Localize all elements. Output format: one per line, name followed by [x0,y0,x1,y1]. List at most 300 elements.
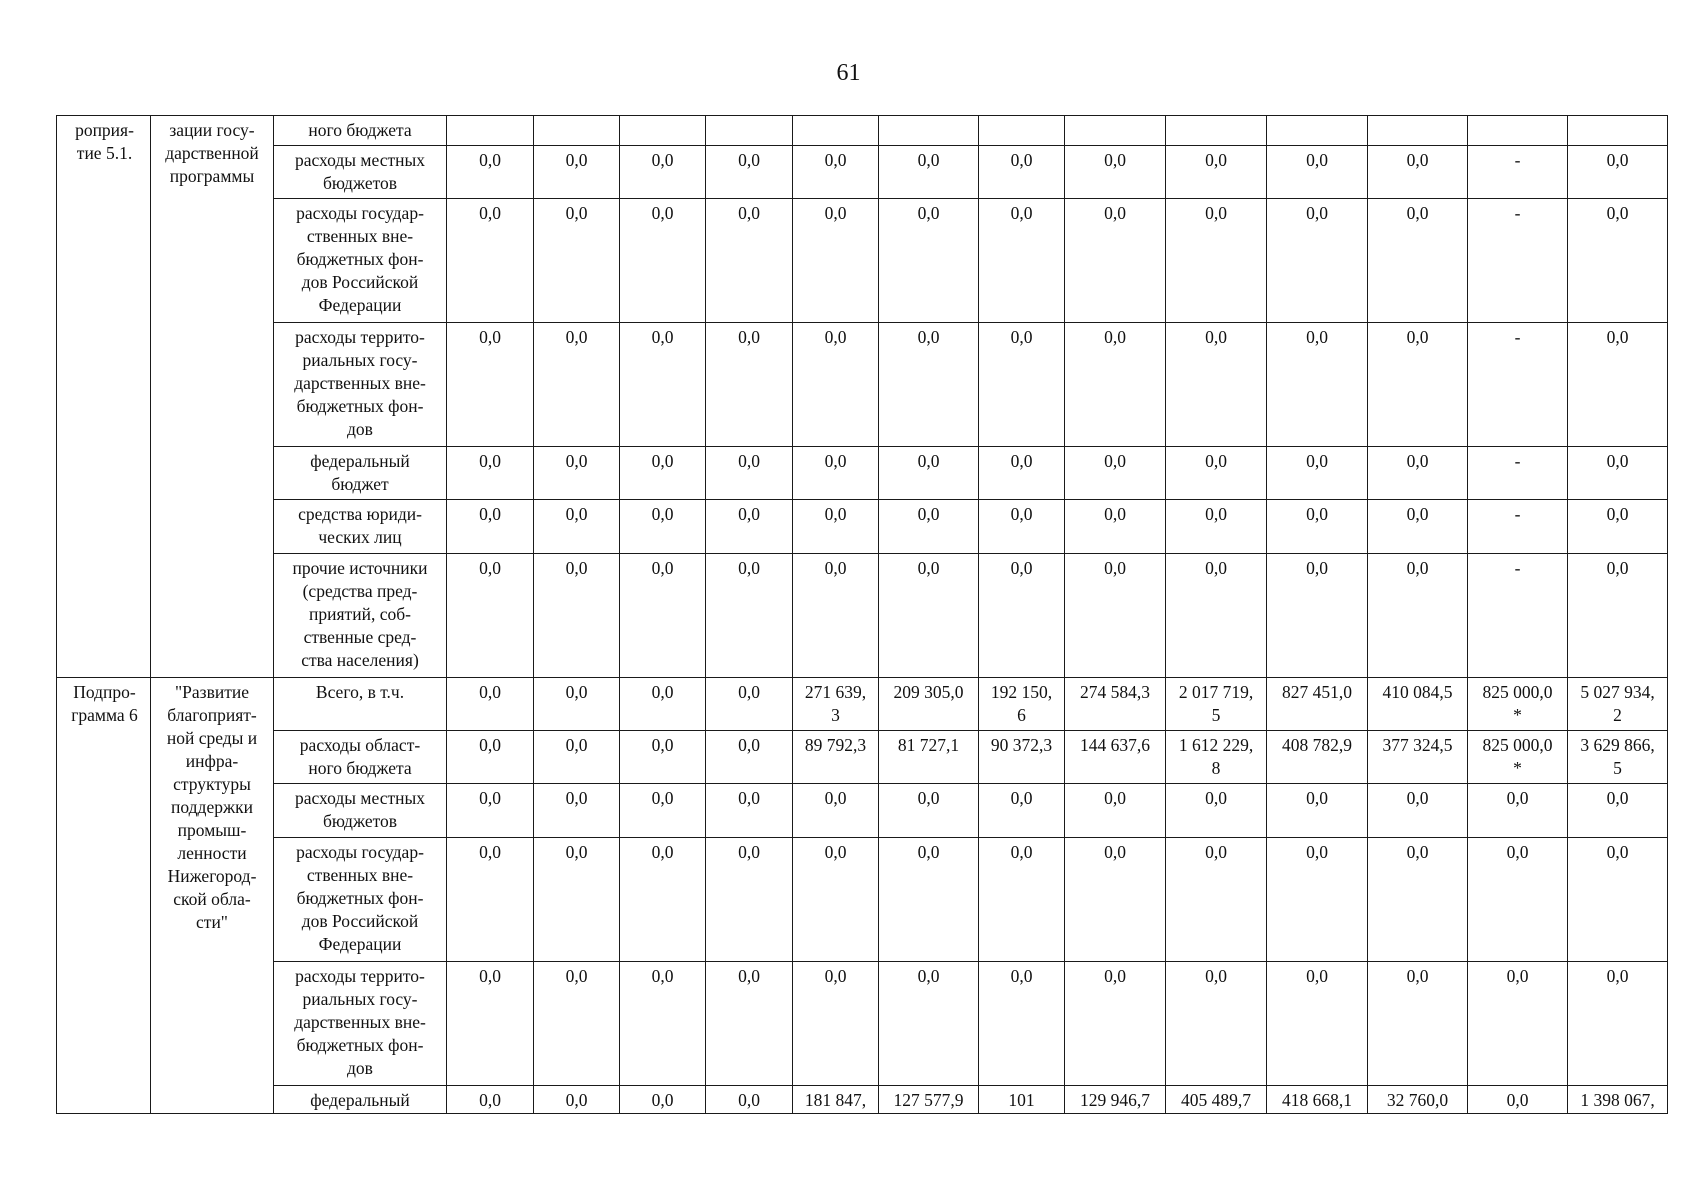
value-text: 0,0 [1104,451,1126,471]
value-text: 0,0 [565,788,588,808]
value-cell [534,838,620,962]
value-text: 0,0 [565,842,588,862]
funding-source-text: Всего, в т.ч. [315,682,405,702]
value-text: 0,0 [917,966,940,986]
funding-source-text: средства юриди- ческих лиц [298,504,422,547]
value-text: 1 612 229, 8 [1178,735,1254,778]
value-cell [879,731,979,784]
value-cell [620,447,706,500]
value-text: 410 084,5 [1382,682,1453,702]
value-cell [1065,678,1166,731]
value-cell [534,784,620,838]
funding-source-cell [274,323,447,447]
value-cell [706,199,793,323]
value-text: 0,0 [917,451,940,471]
event-title-text: "Развитие благоприят- ной среды и инфра- структуры поддержки промыш- ленности Нижегород- ской обла- сти" [166,682,258,932]
value-text: 1 398 067, [1580,1090,1655,1110]
value-text: 0,0 [824,504,847,524]
value-text: 0,0 [651,504,674,524]
value-text: 0,0 [1010,966,1033,986]
value-text: 0,0 [1506,788,1529,808]
value-cell [1368,838,1468,962]
funding-source-text: расходы местных бюджетов [295,150,425,193]
value-cell [1568,146,1668,199]
value-text: - [1514,327,1521,347]
value-text: 0,0 [738,966,760,986]
event-number-cell [57,678,151,1114]
value-cell [1568,199,1668,323]
value-text: 0,0 [1506,966,1529,986]
value-text: 0,0 [479,327,501,347]
value-text: 0,0 [1010,558,1033,578]
value-cell [1468,678,1568,731]
value-text: 0,0 [1010,327,1033,347]
value-cell [1368,731,1468,784]
value-text: 0,0 [917,327,940,347]
table-row [57,962,1668,1086]
value-cell [1267,199,1368,323]
value-text: 405 489,7 [1181,1090,1251,1110]
funding-source-cell [274,784,447,838]
value-cell [447,962,534,1086]
value-cell [534,199,620,323]
value-text: 0,0 [824,203,847,223]
event-title-cell [151,116,274,678]
value-cell [879,447,979,500]
value-text: 418 668,1 [1282,1090,1352,1110]
funding-source-text: ного бюджета [308,120,412,140]
value-text: 0,0 [1506,842,1529,862]
value-text: 0,0 [1406,327,1429,347]
event-number-cell [57,116,151,678]
value-text: 825 000,0 * [1482,735,1553,778]
value-cell [1568,678,1668,731]
value-cell [1468,962,1568,1086]
value-cell [879,146,979,199]
value-text: 377 324,5 [1382,735,1453,755]
value-text: 0,0 [1406,788,1429,808]
value-text: 0,0 [651,735,674,755]
value-text: 0,0 [824,842,847,862]
value-text: 192 150, 6 [990,682,1053,725]
value-text: 0,0 [1306,150,1328,170]
value-cell [1166,784,1267,838]
value-cell [706,962,793,1086]
value-text: 0,0 [917,788,940,808]
value-text: - [1514,203,1521,223]
value-text: 0,0 [565,558,588,578]
value-text: 0,0 [565,327,588,347]
value-cell [1568,962,1668,1086]
value-cell [879,199,979,323]
value-text: 0,0 [565,735,588,755]
value-text: 0,0 [738,504,760,524]
value-text: 0,0 [651,327,674,347]
value-cell [1166,323,1267,447]
value-cell [534,500,620,554]
value-cell [447,447,534,500]
value-cell [1065,146,1166,199]
value-cell [793,1086,879,1114]
funding-source-cell [274,962,447,1086]
value-text: 274 584,3 [1080,682,1150,702]
value-text: 0,0 [738,451,760,471]
value-text: 0,0 [1104,203,1126,223]
value-text: 0,0 [565,150,588,170]
value-cell [534,731,620,784]
value-cell [1166,678,1267,731]
value-cell [1267,962,1368,1086]
value-cell [1468,323,1568,447]
value-text: 825 000,0 * [1482,682,1553,725]
value-text: 0,0 [565,504,588,524]
value-cell [1468,199,1568,323]
value-text: - [1514,150,1521,170]
table-row [57,838,1668,962]
value-cell [1468,731,1568,784]
value-text: 0,0 [1205,558,1227,578]
value-cell [1568,323,1668,447]
value-cell [1368,678,1468,731]
value-cell [879,116,979,146]
value-cell [1065,554,1166,678]
value-cell [620,962,706,1086]
value-cell [1065,447,1166,500]
value-text: 0,0 [917,842,940,862]
value-cell [1368,146,1468,199]
value-text: 0,0 [738,682,760,702]
value-text: 0,0 [1010,150,1033,170]
value-text: 0,0 [1306,451,1328,471]
funding-source-cell [274,838,447,962]
value-cell [706,146,793,199]
value-text: 0,0 [565,966,588,986]
funding-source-cell [274,146,447,199]
value-cell [793,447,879,500]
value-cell [1166,962,1267,1086]
funding-source-cell [274,199,447,323]
value-cell [1568,554,1668,678]
value-text: 0,0 [1406,203,1429,223]
funding-source-cell [274,447,447,500]
value-text: 0,0 [917,150,940,170]
value-cell [1368,1086,1468,1114]
value-cell [534,323,620,447]
event-title-text: зации госу- дарственной программы [165,120,259,186]
table-row [57,678,1668,731]
value-text: 0,0 [917,558,940,578]
value-text: 0,0 [1205,788,1227,808]
event-title-cell [151,678,274,1114]
value-text: 0,0 [1010,203,1033,223]
value-cell [979,554,1065,678]
value-cell [793,554,879,678]
value-text: 0,0 [1010,788,1033,808]
value-text: 0,0 [651,788,674,808]
value-cell [879,554,979,678]
value-cell [620,731,706,784]
funding-source-cell [274,731,447,784]
value-cell [1166,731,1267,784]
value-cell [879,678,979,731]
table-row [57,731,1668,784]
value-text: 0,0 [1406,558,1429,578]
value-cell [706,1086,793,1114]
value-cell [979,199,1065,323]
value-text: 0,0 [1010,504,1033,524]
value-cell [879,323,979,447]
value-cell [979,962,1065,1086]
value-text: 0,0 [824,788,847,808]
table-row [57,500,1668,554]
value-text: 0,0 [738,150,760,170]
value-text: 0,0 [479,966,501,986]
value-text: 0,0 [651,966,674,986]
value-cell [979,731,1065,784]
value-text: 0,0 [1104,558,1126,578]
value-text: 0,0 [1606,842,1629,862]
value-text: 0,0 [479,682,501,702]
value-cell [1065,784,1166,838]
value-cell [1468,447,1568,500]
value-text: 144 637,6 [1080,735,1150,755]
value-cell [1065,116,1166,146]
value-cell [1166,500,1267,554]
table-row [57,323,1668,447]
value-cell [979,116,1065,146]
value-cell [793,678,879,731]
value-cell [447,838,534,962]
value-text: 271 639, 3 [804,682,867,725]
value-cell [979,500,1065,554]
value-cell [793,323,879,447]
value-text: 0,0 [1205,966,1227,986]
value-text: 0,0 [651,150,674,170]
value-text: 0,0 [1306,966,1328,986]
funding-source-text: расходы област- ного бюджета [299,735,421,778]
value-cell [793,784,879,838]
funding-source-cell [274,500,447,554]
event-number-text: Подпро- грамма 6 [71,682,138,725]
value-cell [1267,447,1368,500]
value-text: 0,0 [1104,842,1126,862]
value-cell [1166,838,1267,962]
value-text: 0,0 [1306,203,1328,223]
value-text: 0,0 [1205,842,1227,862]
value-text: 0,0 [1010,451,1033,471]
value-cell [1267,146,1368,199]
value-cell [1267,554,1368,678]
value-text: 101 [1008,1090,1035,1110]
value-cell [447,1086,534,1114]
table-row [57,447,1668,500]
value-cell [1368,199,1468,323]
value-cell [620,116,706,146]
value-cell [1065,838,1166,962]
value-text: 0,0 [1010,842,1033,862]
value-cell [447,731,534,784]
value-cell [620,678,706,731]
value-text: 0,0 [1606,327,1629,347]
value-text: 0,0 [738,558,760,578]
value-text: 0,0 [1306,842,1328,862]
value-cell [1065,323,1166,447]
table-row [57,554,1668,678]
value-cell [1568,838,1668,962]
value-text: 408 782,9 [1282,735,1352,755]
value-cell [1267,838,1368,962]
value-cell [1166,116,1267,146]
value-text: - [1514,504,1521,524]
event-number-text: роприя- тие 5.1. [75,120,134,163]
value-cell [879,838,979,962]
funding-source-text: федеральный [310,1090,410,1110]
funding-source-text: федеральный бюджет [310,451,410,494]
value-text: 0,0 [479,1090,501,1110]
value-cell [1468,1086,1568,1114]
value-text: 0,0 [1406,451,1429,471]
value-text: 0,0 [1306,558,1328,578]
value-text: 0,0 [479,735,501,755]
value-cell [879,784,979,838]
value-text: 0,0 [479,558,501,578]
value-text: 0,0 [1205,327,1227,347]
value-text: 0,0 [1104,327,1126,347]
funding-source-cell [274,116,447,146]
value-text: 0,0 [738,327,760,347]
value-cell [620,838,706,962]
value-cell [447,784,534,838]
value-cell [706,554,793,678]
value-cell [793,500,879,554]
value-text: 0,0 [1606,451,1629,471]
value-cell [620,1086,706,1114]
value-text: 0,0 [1606,504,1629,524]
funding-source-text: расходы террито- риальных госу- дарственных вне- бюджетных фон- дов [294,966,426,1078]
value-cell [1468,146,1568,199]
value-cell [1267,678,1368,731]
value-text: 3 629 866, 5 [1580,735,1655,778]
value-cell [1065,1086,1166,1114]
value-cell [1065,731,1166,784]
value-cell [1368,500,1468,554]
value-cell [447,323,534,447]
value-cell [447,554,534,678]
value-cell [793,146,879,199]
value-cell [1166,146,1267,199]
page-number: 61 [836,60,861,86]
value-text: 0,0 [824,558,847,578]
value-text: 0,0 [1205,451,1227,471]
value-cell [447,116,534,146]
value-text: 0,0 [651,451,674,471]
value-text: 0,0 [1406,504,1429,524]
value-cell [1065,500,1166,554]
value-text: 0,0 [651,1090,674,1110]
value-text: 2 017 719, 5 [1178,682,1254,725]
value-cell [979,838,1065,962]
value-cell [879,962,979,1086]
value-text: 32 760,0 [1386,1090,1449,1110]
value-text: 0,0 [651,682,674,702]
value-cell [1368,323,1468,447]
value-cell [793,838,879,962]
value-text: 0,0 [1306,788,1328,808]
value-cell [447,678,534,731]
value-text: 0,0 [1606,966,1629,986]
value-cell [706,323,793,447]
value-cell [1267,323,1368,447]
value-text: 0,0 [824,966,847,986]
value-cell [1267,116,1368,146]
value-cell [1166,554,1267,678]
value-cell [1568,500,1668,554]
value-cell [620,554,706,678]
value-text: 0,0 [738,1090,760,1110]
value-text: 0,0 [1104,788,1126,808]
value-text: 0,0 [1205,504,1227,524]
value-cell [1267,784,1368,838]
value-text: 0,0 [738,788,760,808]
value-cell [1166,1086,1267,1114]
value-cell [1267,500,1368,554]
value-cell [706,784,793,838]
value-text: 0,0 [824,327,847,347]
value-cell [534,447,620,500]
value-cell [620,199,706,323]
value-text: 0,0 [651,842,674,862]
value-cell [1368,116,1468,146]
value-text: 0,0 [479,150,501,170]
value-text: 0,0 [1406,966,1429,986]
value-cell [1468,500,1568,554]
value-text: 209 305,0 [893,682,964,702]
value-cell [793,199,879,323]
value-text: - [1514,558,1521,578]
value-text: 0,0 [565,682,588,702]
value-cell [1568,447,1668,500]
value-cell [979,784,1065,838]
funding-source-text: расходы государ- ственных вне- бюджетных фон- дов Российской Федерации [296,842,424,954]
value-cell [534,1086,620,1114]
value-text: 0,0 [1606,558,1629,578]
value-cell [979,1086,1065,1114]
value-text: 0,0 [1104,504,1126,524]
value-text: 90 372,3 [990,735,1053,755]
value-cell [1468,116,1568,146]
value-cell [620,784,706,838]
value-text: 0,0 [651,203,674,223]
value-text: 0,0 [738,203,760,223]
value-cell [706,838,793,962]
value-text: - [1514,451,1521,471]
table-row [57,116,1668,146]
value-text: 0,0 [917,504,940,524]
value-cell [979,447,1065,500]
value-text: 129 946,7 [1080,1090,1150,1110]
value-cell [979,678,1065,731]
value-cell [534,678,620,731]
value-cell [979,323,1065,447]
value-cell [1468,784,1568,838]
value-text: 0,0 [1205,150,1227,170]
value-cell [447,199,534,323]
financing-table [56,115,1668,1114]
value-cell [1468,554,1568,678]
value-text: 0,0 [479,504,501,524]
value-cell [447,146,534,199]
value-text: 0,0 [1104,966,1126,986]
